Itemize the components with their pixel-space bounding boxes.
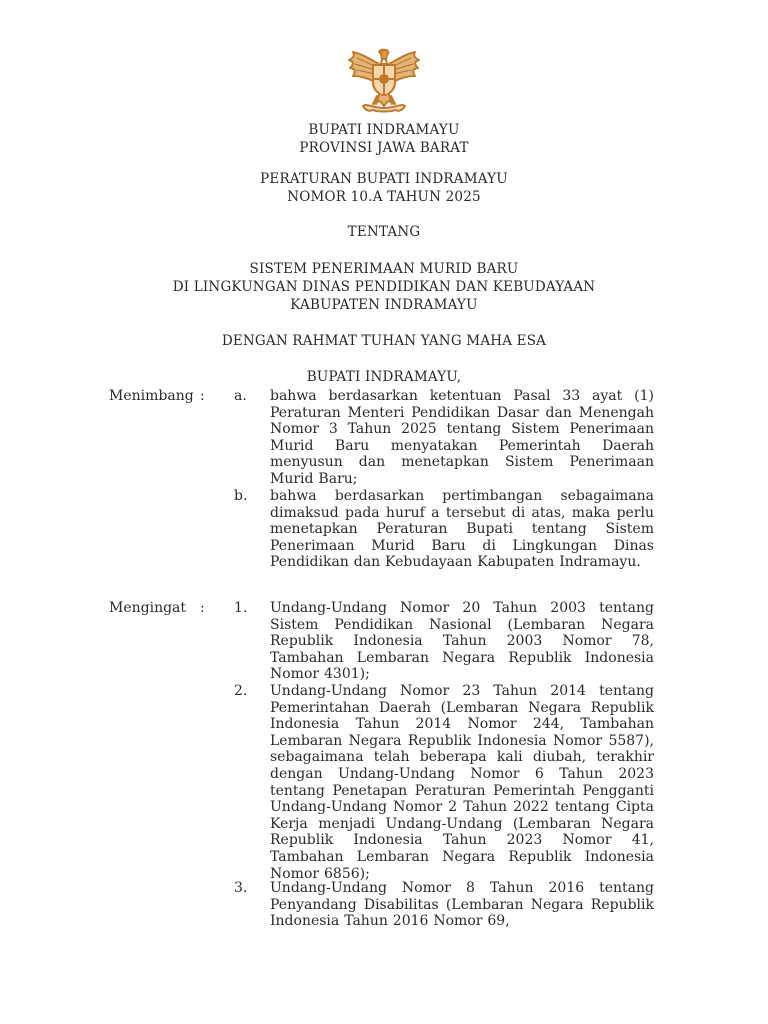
office-line-1: BUPATI INDRAMAYU (308, 122, 460, 138)
item-marker: 2. (234, 683, 248, 699)
item-text: Undang-Undang Nomor 8 Tahun 2016 tentang Penyandang Disabilitas (Lembaran Negara Republik Indonesia Tahun 2016 Nomor 69, (270, 880, 654, 930)
regulation-title: PERATURAN BUPATI INDRAMAYU (260, 171, 508, 187)
office-line-2: PROVINSI JAWA BARAT (299, 140, 469, 156)
subject-line-2: DI LINGKUNGAN DINAS PENDIDIKAN DAN KEBUDAYAAN (172, 279, 596, 295)
mengingat-label: Mengingat (109, 600, 187, 616)
item-marker: a. (234, 388, 247, 404)
item-marker: 3. (234, 880, 248, 896)
preamble: DENGAN RAHMAT TUHAN YANG MAHA ESA (221, 333, 547, 349)
item-marker: 1. (234, 600, 248, 616)
item-text: Undang-Undang Nomor 20 Tahun 2003 tentang Sistem Pendidikan Nasional (Lembaran Negara Republik Indonesia Tahun 2003 Nomor 78, Tambahan Lembaran Negara Republik Indonesia Nomor 4301); (270, 600, 654, 683)
item-text: bahwa berdasarkan ketentuan Pasal 33 ayat (1) Peraturan Menteri Pendidikan Dasar dan Menengah Nomor 3 Tahun 2025 tentang Sistem Penerimaan Murid Baru menyatakan Pemerintah Daerah menyusun dan menetapkan Sistem Penerimaan Murid Baru; (270, 388, 654, 487)
mengingat-colon: : (200, 600, 205, 616)
document-header (0, 121, 768, 386)
regulation-number: NOMOR 10.A TAHUN 2025 (287, 189, 481, 205)
issuer: BUPATI INDRAMAYU, (306, 369, 462, 385)
item-marker: b. (234, 488, 248, 504)
item-text: Undang-Undang Nomor 23 Tahun 2014 tentang Pemerintahan Daerah (Lembaran Negara Republik Indonesia Tahun 2014 Nomor 244, Tambahan Lembaran Negara Republik Indonesia Nomor 5587), sebagaimana telah beberapa kali diubah, terakhir dengan Undang-Undang Nomor 6 Tahun 2023 tentang Penetapan Peraturan Pemerintah Pengganti Undang-Undang Nomor 2 Tahun 2022 tentang Cipta Kerja menjadi Undang-Undang (Lembaran Negara Republik Indonesia Tahun 2023 Nomor 41, Tambahan Lembaran Negara Republik Indonesia Nomor 6856); (270, 683, 654, 882)
subject-line-1: SISTEM PENERIMAAN MURID BARU (249, 261, 519, 277)
subject-line-3: KABUPATEN INDRAMAYU (290, 297, 478, 313)
menimbang-colon: : (200, 388, 205, 404)
item-text: bahwa berdasarkan pertimbangan sebagaimana dimaksud pada huruf a tersebut di atas, maka perlu menetapkan Peraturan Bupati tentang Sistem Penerimaan Murid Baru di Lingkungan Dinas Pendidikan dan Kebudayaan Kabupaten Indramayu. (270, 488, 654, 571)
about-heading: TENTANG (347, 224, 421, 240)
menimbang-label: Menimbang (109, 388, 194, 404)
garuda-emblem (345, 48, 423, 116)
